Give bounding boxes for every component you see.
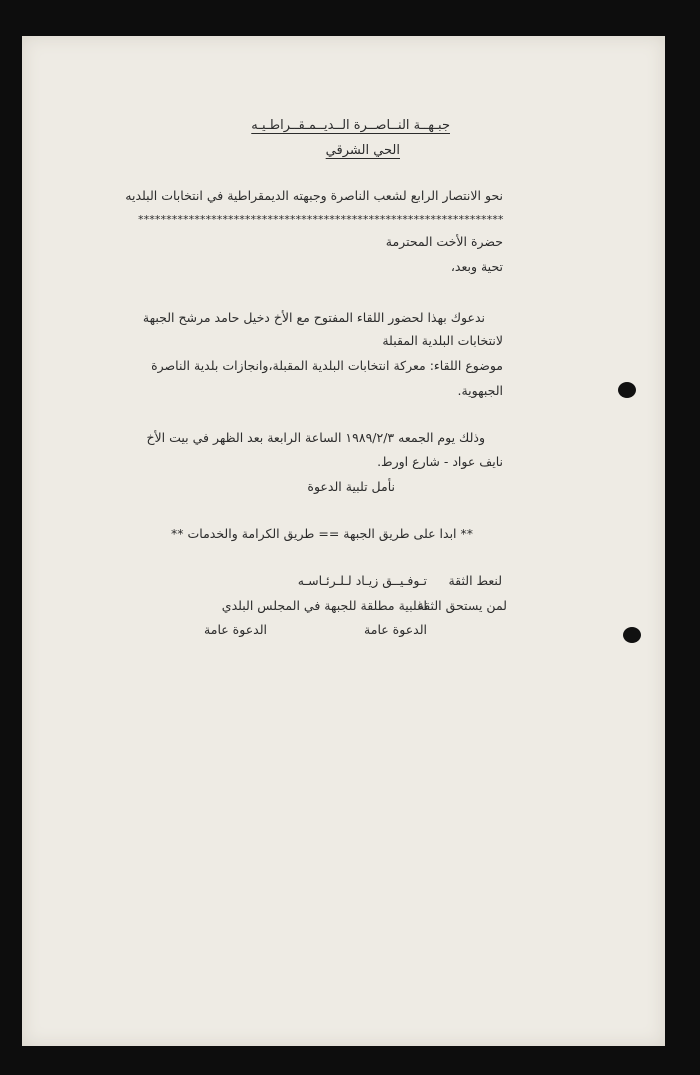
document-title: جبـهــة النــاصــرة الــديــمـقــراطـيـه [251, 118, 450, 133]
footer-row1-right: لنعط الثقة [448, 573, 502, 588]
footer-row2-left: اغلبية مطلقة للجبهة في المجلس البلدي [221, 598, 427, 613]
punch-hole-bottom [623, 627, 641, 643]
salutation-greeting: تحية وبعد، [450, 259, 503, 274]
footer-row3-right: الدعوة عامة [364, 622, 427, 637]
date-line-1: وذلك يوم الجمعه ١٩٨٩/٢/٣ الساعة الرابعة بعد الظهر في بيت الأخ [146, 430, 485, 445]
punch-hole-top [618, 382, 636, 398]
topic-line-1: موضوع اللقاء: معركة انتخابات البلدية المقبلة،وانجازات بلدية الناصرة [151, 358, 503, 373]
separator-line: ***************************************************************** [137, 213, 503, 226]
topic-line-2: الجبهوية. [457, 383, 503, 398]
footer-row3-left: الدعوة عامة [204, 622, 267, 637]
document-page [22, 36, 665, 1046]
invitation-line-2: لانتخابات البلدية المقبلة [382, 333, 503, 348]
footer-row1-left: تـوفـيــق زيـاد لـلـرئـاسـه [297, 573, 427, 588]
footer-row2-right: لمن يستحق الثقة [417, 598, 507, 613]
closing-line: نأمل تلبية الدعوة [307, 479, 395, 494]
motto-line: ** ابدا على طريق الجبهة == طريق الكرامة والخدمات ** [171, 526, 473, 541]
invitation-line-1: ندعوك بهذا لحضور اللقاء المفتوح مع الأخ دخيل حامد مرشح الجبهة [142, 310, 485, 325]
document-subtitle: الحي الشرقي [325, 143, 400, 158]
salutation-addressee: حضرة الأخت المحترمة [385, 234, 503, 249]
slogan-line: نحو الانتصار الرابع لشعب الناصرة وجبهته الديمقراطية في انتخابات البلديه [125, 188, 503, 203]
date-line-2: نايف عواد - شارع اورط. [377, 454, 503, 469]
